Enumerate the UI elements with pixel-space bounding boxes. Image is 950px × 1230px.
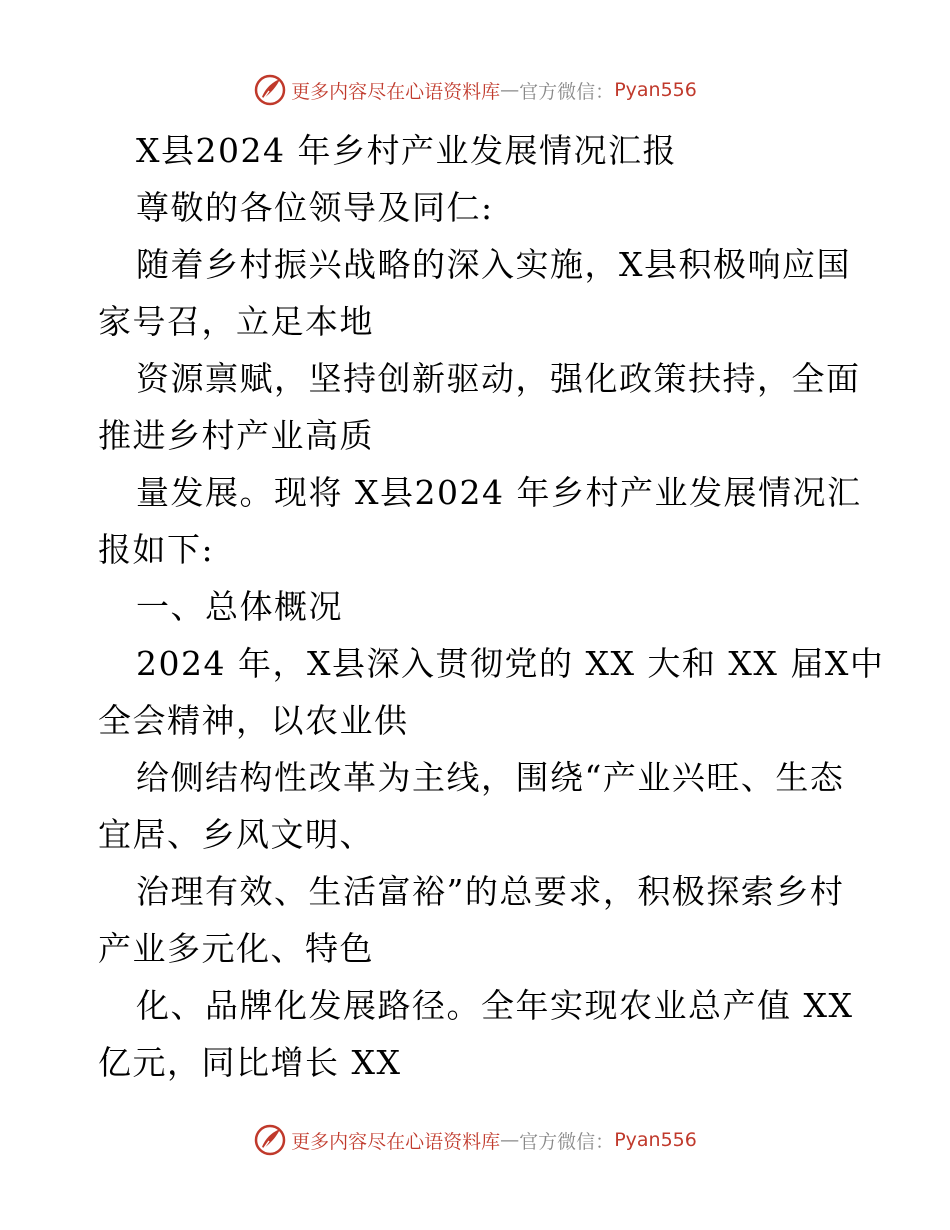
watermark-site-text: 更多内容尽在心语资料库 [291,1130,501,1153]
watermark-dash: — [500,1129,520,1151]
paragraph-line: 家号召，立足本地 [98,302,374,341]
paragraph-line: 亿元，同比增长 XX [98,1043,402,1082]
salutation: 尊敬的各位领导及同仁: [136,188,494,227]
watermark-wechat-id: Pyan556 [614,1129,697,1151]
section-heading: 一、总体概况 [136,587,343,626]
quill-pen-logo-icon [253,1123,287,1157]
document-body [98,122,885,1091]
paragraph-line: 产业多元化、特色 [98,929,374,968]
watermark-dash: — [500,79,520,101]
paragraph-line: 报如下: [98,530,215,569]
paragraph-line: 治理有效、生活富裕”的总要求，积极探索乡村 [136,872,845,911]
paragraph-line: 化、品牌化发展路径。全年实现农业总产值 XX [136,986,854,1025]
paragraph-line: 给侧结构性改革为主线，围绕“产业兴旺、生态 [136,758,845,797]
paragraph-line: 全会精神，以农业供 [98,701,409,740]
watermark-site-text: 更多内容尽在心语资料库 [291,80,501,103]
paragraph-line: 推进乡村产业高质 [98,416,374,455]
paragraph-line: 随着乡村振兴战略的深入实施，X县积极响应国 [136,245,851,284]
header-watermark [0,70,950,110]
watermark-wechat-id: Pyan556 [614,79,697,101]
footer-watermark [0,1120,950,1160]
watermark-official-text: 官方微信： [519,80,615,103]
paragraph-line: 宜居、乡风文明、 [98,815,374,854]
watermark-official-text: 官方微信： [519,1130,615,1153]
paragraph-line: 2024 年，X县深入贯彻党的 XX 大和 XX 届X中 [136,644,885,683]
paragraph-line: 资源禀赋，坚持创新驱动，强化政策扶持，全面 [136,359,861,398]
document-title: X县2024 年乡村产业发展情况汇报 [136,131,677,170]
paragraph-line: 量发展。现将 X县2024 年乡村产业发展情况汇 [136,473,862,512]
quill-pen-logo-icon [253,73,287,107]
